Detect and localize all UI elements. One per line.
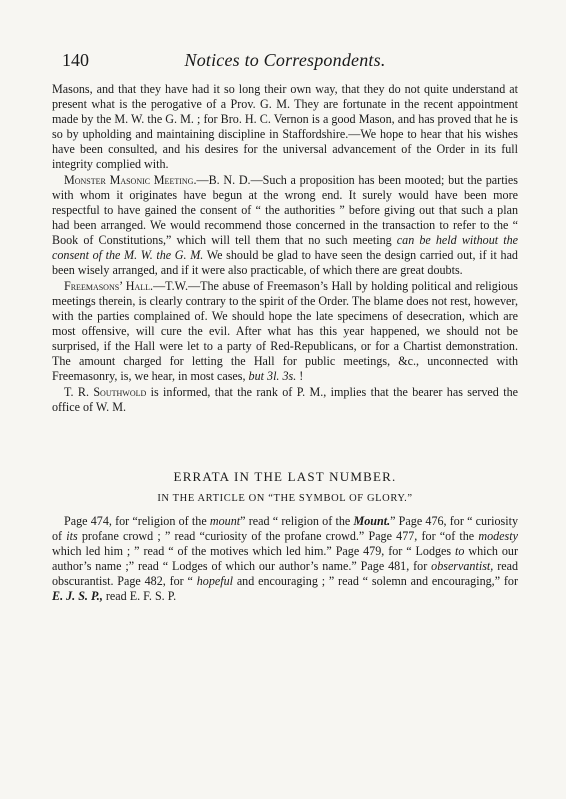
paragraph-text: is informed, that the rank of P. M., implies that the bearer has served the office of W. M. bbox=[52, 385, 518, 414]
errata-text: which led him ; ” read “ of the motives which led him.” Page 479, for “ Lodges bbox=[52, 544, 456, 558]
errata-text: which our author’s name ;” read “ Lodges of which our author’s name.” Page 481, for bbox=[52, 544, 518, 573]
errata-text: Page 474, for “religion of the bbox=[64, 514, 210, 528]
paragraph-lead: Freemasons’ Hall. bbox=[64, 279, 154, 293]
paragraph-freemasons-hall bbox=[52, 279, 518, 384]
italic-text: Mount. bbox=[353, 514, 391, 528]
errata-body bbox=[52, 514, 518, 604]
italic-text: mount bbox=[209, 514, 241, 528]
paragraph-text: We should be glad to have seen the design carried out, if it had been wisely arranged, and if it were also practicable, of which there are great doubts. bbox=[52, 248, 518, 277]
paragraph-lead: T. R. Southwold bbox=[64, 385, 147, 399]
errata-subtitle: IN THE ARTICLE ON “THE SYMBOL OF GLORY.” bbox=[157, 493, 413, 504]
page-number: 140 bbox=[62, 50, 89, 70]
paragraph-text: —B. N. D.—Such a proposition has been mooted; but the parties with whom it originates have begun at the wrong end. It surely would have been more respectful to have gained the consent of “ the authorities ” before giving out that such a plan had been arranged. We would recommend those concerned in the transaction to refer to the “ Book of Constitutions,” which will tell them that no such meeting bbox=[52, 173, 518, 247]
errata-text: read E. F. S. P. bbox=[102, 589, 177, 603]
page bbox=[52, 50, 518, 604]
errata-text: and encouraging ; ” read “ solemn and encouraging,” for bbox=[233, 574, 518, 588]
paragraph-text: Masons, and that they have had it so long their own way, that they do not quite understand at present what is the perogative of a Prov. G. M. They are fortunate in the recent appointment made by the M. W. the G. M. ; for Bro. H. C. Vernon is a good Mason, and has proved that he is so by upholding and maintaining discipline in Staffordshire.—We hope to hear that his wishes have been consulted, and his desires for the universal advancement of the Order in its full integrity complied with. bbox=[52, 82, 518, 171]
paragraph-lead: Monster Masonic Meeting. bbox=[64, 173, 197, 187]
errata-text: ” read “ religion of the bbox=[240, 514, 354, 528]
paragraph-monster-masonic-meeting bbox=[52, 173, 518, 278]
italic-text: observantist, bbox=[431, 559, 494, 573]
italic-text: its bbox=[66, 529, 78, 543]
bold-italic-text: E. J. S. P., bbox=[52, 589, 103, 603]
paragraph-text: —T.W.—The abuse of Freemason’s Hall by holding political and religious meetings therein, is clearly contrary to the spirit of the Order. The blame does not rest, however, with the parties complained of. We should hope the late specimens of desecration, which are most offensive, will cure the evil. After what has this year happened, we should not be surprised, if the Hall were let to a party of Red-Republicans, or for a Chartist demonstration. The amount charged for letting the Hall for public meetings, &c., unconnected with Freemasonry, is, we hear, in most cases, bbox=[52, 279, 518, 383]
running-title: Notices to Correspondents. bbox=[184, 50, 386, 70]
italic-text: hopeful bbox=[196, 574, 233, 588]
errata-title: ERRATA IN THE LAST NUMBER. bbox=[173, 469, 397, 484]
errata-text: read obscurantist. Page 482, for “ bbox=[52, 559, 518, 588]
paragraph-southwold bbox=[52, 385, 518, 415]
italic-text: to bbox=[455, 544, 465, 558]
paragraph-text: ! bbox=[296, 369, 304, 383]
errata-text: ” Page 476, for “ curiosity of bbox=[52, 514, 519, 543]
page-header bbox=[52, 50, 518, 80]
errata-text: profane crowd ; ” read “curiosity of the profane crowd.” Page 477, for “of the bbox=[77, 529, 479, 543]
paragraph-masons bbox=[52, 82, 518, 172]
italic-text: can be held without the consent of the M. W. the G. M. bbox=[52, 233, 518, 262]
italic-text: but 3l. 3s. bbox=[248, 369, 297, 383]
italic-text: modesty bbox=[478, 529, 518, 543]
